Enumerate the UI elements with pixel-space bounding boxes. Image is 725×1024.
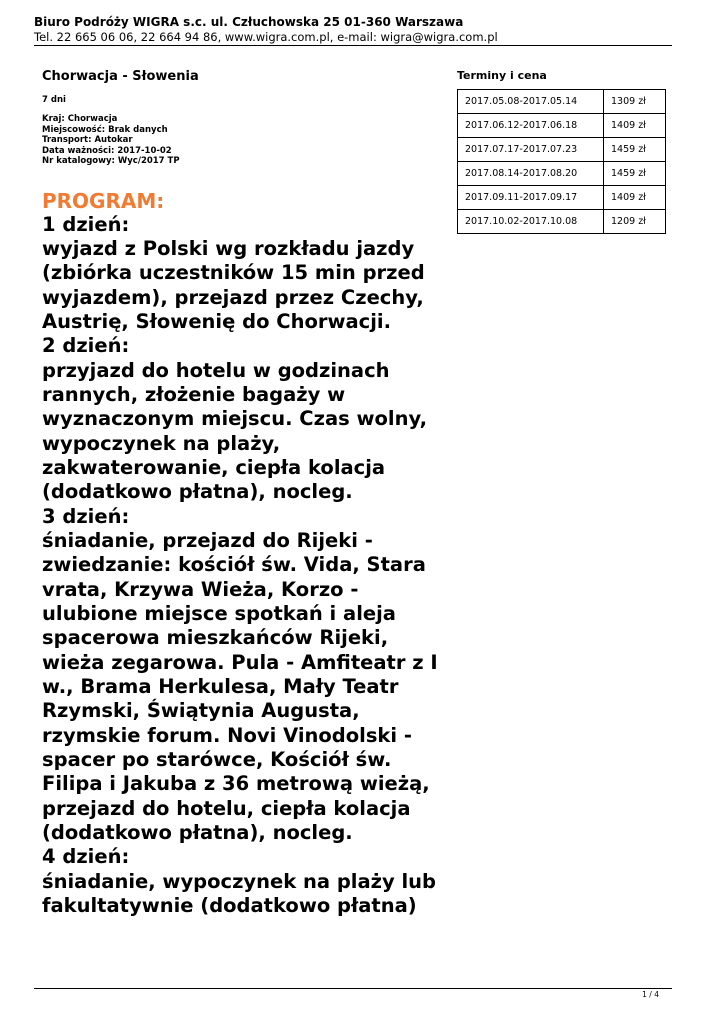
program-line: (zbiórka uczestników 15 min przed [42, 261, 425, 285]
program-line: w., Brama Herkulesa, Mały Teatr [42, 675, 399, 699]
page-number: 1 / 4 [642, 990, 659, 999]
footer-divider [34, 988, 672, 989]
term-price: 1309 zł [604, 90, 666, 114]
term-price: 1459 zł [604, 138, 666, 162]
term-dates: 2017.06.12-2017.06.18 [458, 114, 604, 138]
table-row [458, 210, 666, 234]
terms-title: Terminy i cena [457, 69, 547, 82]
trip-title: Chorwacja - Słowenia [42, 69, 199, 84]
program-line: (dodatkowo płatna), nocleg. [42, 821, 353, 845]
program-line: Austrię, Słowenię do Chorwacji. [42, 309, 391, 333]
program-line: śniadanie, przejazd do Rijeki - [42, 528, 373, 552]
program-line: spacerowa mieszkańców Rijeki, [42, 626, 389, 650]
detail-country: Kraj: Chorwacja [42, 114, 118, 124]
program-line: 2 dzień: [42, 334, 130, 358]
trip-details [42, 114, 447, 167]
detail-transport: Transport: Autokar [42, 135, 133, 145]
program-line: rzymskie forum. Novi Vinodolski - [42, 723, 412, 747]
program-body [42, 213, 447, 919]
term-price: 1409 zł [604, 186, 666, 210]
header-divider [34, 45, 672, 46]
program-line: (dodatkowo płatna), nocleg. [42, 480, 353, 504]
table-row [458, 90, 666, 114]
term-dates: 2017.05.08-2017.05.14 [458, 90, 604, 114]
program-line: rannych, złożenie bagaży w [42, 382, 346, 406]
program-line: wyznaczonym miejscu. Czas wolny, [42, 407, 428, 431]
program-line: wypoczynek na plaży, [42, 431, 281, 455]
term-dates: 2017.09.11-2017.09.17 [458, 186, 604, 210]
program-line: wyjazdem), przejazd przez Czechy, [42, 285, 424, 309]
term-price: 1209 zł [604, 210, 666, 234]
trip-duration: 7 dni [42, 95, 66, 105]
program-line: 3 dzień: [42, 504, 130, 528]
table-row [458, 114, 666, 138]
program-line: wieża zegarowa. Pula - Amfiteatr z I [42, 650, 438, 674]
detail-valid-until: Data ważności: 2017-10-02 [42, 145, 172, 156]
terms-section [457, 68, 666, 234]
terms-table [457, 89, 666, 234]
program-line: 4 dzień: [42, 845, 130, 869]
program-line: vrata, Krzywa Wieża, Korzo - [42, 577, 359, 601]
term-price: 1409 zł [604, 114, 666, 138]
program-line: śniadanie, wypoczynek na plaży lub [42, 869, 437, 893]
program-line: Rzymski, Świątynia Augusta, [42, 699, 360, 723]
page-header [34, 14, 684, 45]
term-dates: 2017.10.02-2017.10.08 [458, 210, 604, 234]
table-row [458, 138, 666, 162]
program-line: przejazd do hotelu, ciepła kolacja [42, 796, 411, 820]
program-line: zakwaterowanie, ciepła kolacja [42, 455, 386, 479]
program-heading: PROGRAM: [42, 188, 165, 213]
program-line: przyjazd do hotelu w godzinach [42, 358, 390, 382]
detail-catalog-number: Nr katalogowy: Wyc/2017 TP [42, 156, 180, 166]
program-line: Filipa i Jakuba z 36 metrową wieżą, [42, 772, 430, 796]
trip-info [42, 68, 447, 918]
table-row [458, 162, 666, 186]
program-line: wyjazd z Polski wg rozkładu jazdy [42, 236, 415, 260]
company-contact: Tel. 22 665 06 06, 22 664 94 86, www.wigra.com.pl, e-mail: wigra@wigra.com.pl [34, 30, 498, 44]
program-line: fakultatywnie (dodatkowo płatna) [42, 894, 417, 918]
program-line: ulubione miejsce spotkań i aleja [42, 602, 396, 625]
term-price: 1459 zł [604, 162, 666, 186]
detail-location: Miejscowość: Brak danych [42, 124, 168, 135]
term-dates: 2017.08.14-2017.08.20 [458, 162, 604, 186]
table-row [458, 186, 666, 210]
program-line: 1 dzień: [42, 212, 130, 236]
term-dates: 2017.07.17-2017.07.23 [458, 138, 604, 162]
company-name: Biuro Podróży WIGRA s.c. ul. Człuchowska 25 01-360 Warszawa [34, 15, 464, 29]
program-line: spacer po starówce, Kościół św. [42, 748, 392, 772]
program-line: zwiedzanie: kościół św. Vida, Stara [42, 553, 426, 577]
